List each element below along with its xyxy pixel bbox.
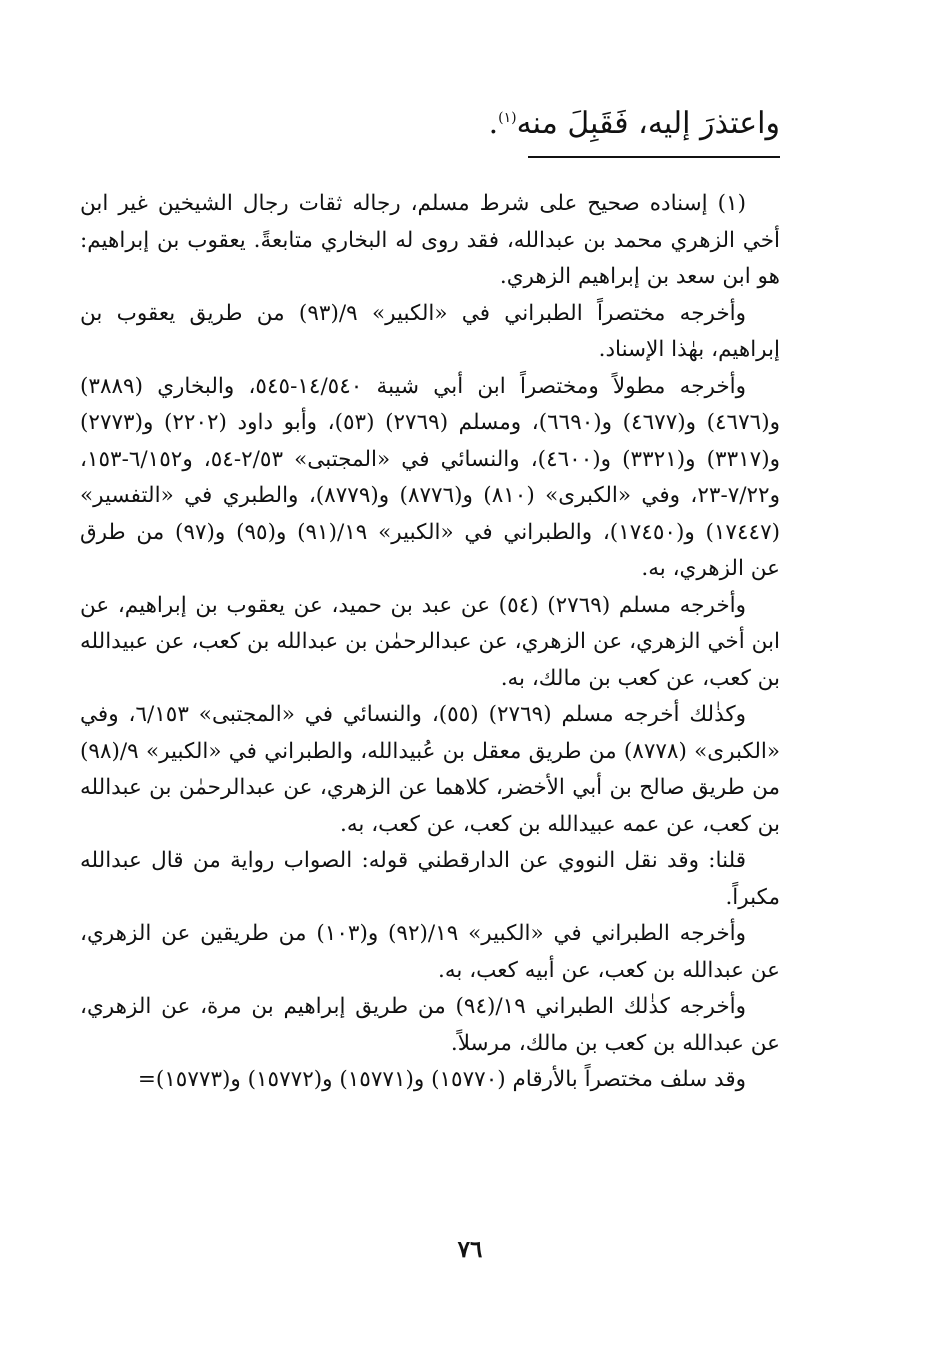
footnote-separator <box>528 156 780 158</box>
footnotes-section <box>80 186 780 1099</box>
page-number: ٧٦ <box>457 1236 483 1263</box>
footnote-marker: (١) <box>498 110 517 126</box>
footnote-paragraph-1: (١) إسناده صحيح على شرط مسلم، رجاله ثقات رجال الشيخين غير ابن أخي الزهري محمد بن عبدالله، فقد روى له البخاري متابعةً. يعقوب بن إبراهيم: هو ابن سعد بن إبراهيم الزهري. <box>80 191 780 289</box>
footnote-paragraph-5: وكذٰلك أخرجه مسلم (٢٧٦٩) (٥٥)، والنسائي في «المجتبى» ٦/١٥٣، وفي «الكبرى» (٨٧٧٨) من طريق معقل بن عُبيدالله، والطبراني في «الكبير» ٩/(٩٨) من طريق صالح بن أبي الأخضر، كلاهما عن الزهري، عن عبدالرحمٰن بن عبدالله بن كعب، عن عمه عبيدالله بن كعب، عن كعب، به. <box>80 702 780 837</box>
footnote-paragraph-4: وأخرجه مسلم (٢٧٦٩) (٥٤) عن عبد بن حميد، عن يعقوب بن إبراهيم، عن ابن أخي الزهري، عن الزهري، عن عبدالرحمٰن بن عبدالله بن كعب، عن عبيدالله بن كعب، عن كعب بن مالك، به. <box>80 592 780 691</box>
footnote-paragraph-3: وأخرجه مطولاً ومختصراً ابن أبي شيبة ١٤/٥٤٠-٥٤٥، والبخاري (٣٨٨٩) و(٤٦٧٦) و(٤٦٧٧) و(٦٦٩٠)، ومسلم (٢٧٦٩) (٥٣)، وأبو داود (٢٢٠٢) و(٢٧٧٣) و(٣٣١٧) و(٣٣٢١) و(٤٦٠٠)، والنسائي في «المجتبى» ٢/٥٣-٥٤، و٦/١٥٢-١٥٣، و٧/٢٢-٢٣، وفي «الكبرى» (٨١٠) و(٨٧٧٦) و(٨٧٧٩)، والطبري في «التفسير» (١٧٤٤٧) و(١٧٤٥٠)، والطبراني في «الكبير» ١٩/(٩١) و(٩٥) و(٩٧) من طرق عن الزهري، به. <box>80 373 781 581</box>
footnote-paragraph-6: قلنا: وقد نقل النووي عن الدارقطني قوله: الصواب رواية من قال عبدالله مكبراً. <box>80 848 780 910</box>
footnote-paragraph-8: وأخرجه كذٰلك الطبراني ١٩/(٩٤) من طريق إبراهيم بن مرة، عن الزهري، عن عبدالله بن كعب بن مالك، مرسلاً. <box>80 994 780 1056</box>
main-text-end: . <box>488 106 499 141</box>
main-text: واعتذرَ إليه، فَقَبِلَ منه <box>516 106 780 141</box>
footnote-paragraph-2: وأخرجه مختصراً الطبراني في «الكبير» ٩/(٩٣) من طريق يعقوب بن إبراهيم، بهٰذا الإسناد. <box>80 300 780 362</box>
main-text-line <box>80 95 780 147</box>
footnote-paragraph-9: وقد سلف مختصراً بالأرقام (١٥٧٧٠) و(١٥٧٧١) و(١٥٧٧٢) و(١٥٧٧٣)= <box>137 1067 746 1092</box>
footnote-paragraph-7: وأخرجه الطبراني في «الكبير» ١٩/(٩٢) و(١٠٣) من طريقين عن الزهري، عن عبدالله بن كعب، عن أبيه كعب، به. <box>80 921 780 983</box>
